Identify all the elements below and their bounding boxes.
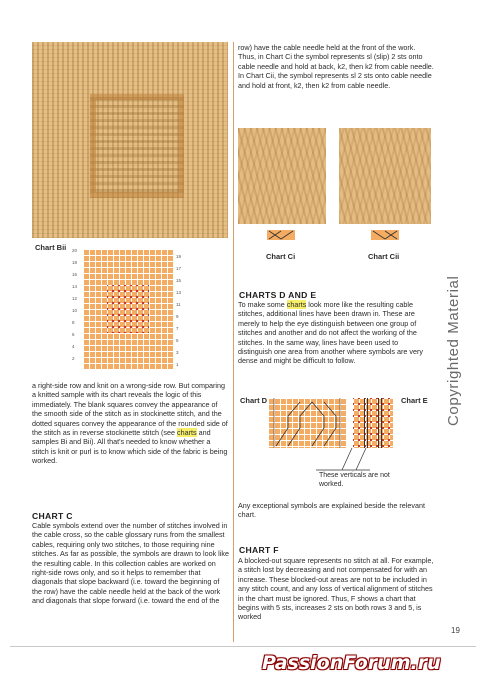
chart-bii-row-numbers-left xyxy=(72,249,81,369)
sample-cii-photo xyxy=(339,128,431,224)
chart-d-label: Chart D xyxy=(240,396,268,405)
purl-dot-area xyxy=(107,285,149,333)
row-number: 5 xyxy=(176,338,179,343)
watermark: PassionForum.ru xyxy=(262,652,441,674)
chart-e-grid xyxy=(353,398,393,448)
row-number: 10 xyxy=(72,308,78,313)
callout-pointer xyxy=(310,446,370,474)
charts-de-heading: CHARTS D AND E xyxy=(239,290,317,300)
chart-e-verticals xyxy=(378,398,382,448)
row-number: 17 xyxy=(176,266,182,271)
footer-rule xyxy=(10,646,476,647)
sample-ci-photo xyxy=(238,128,326,224)
row-number: 4 xyxy=(72,344,75,349)
row-number: 19 xyxy=(176,254,182,259)
chart-f-paragraph: A blocked-out square represents no stitch at all. For example, a stitch lost by decreasing and not compensated for with an increase. These blocked-out areas are not to be included in any stitch count, and any loss of vertical alignment of stitches in the chart must be ignored. Thus, F shows a chart that begins with 5 sts, increases 2 sts on both rows 3 and 5, is worked xyxy=(238,556,434,622)
chart-c-paragraph: Cable symbols extend over the number of stitches involved in the cable cross, so the cable glossary runs from the smallest cables, requiring only two stitches, to those requiring nine stitches. As far as possible, the symbols are drawn to look like the resulting cable. In this collection cables are worked on right-side rows only, and so it helps to remember that diagonals that slope backward (i.e. toward the beginning of the row) have the cable needle held at the back of the work and diagonals that slope forward (i.e. toward the end of the xyxy=(32,521,229,606)
reverse-stockinette-block xyxy=(90,94,184,198)
charts-highlight: charts xyxy=(177,428,197,438)
column-divider xyxy=(233,42,234,642)
chart-c-heading: CHART C xyxy=(32,511,73,521)
row-number: 7 xyxy=(176,326,179,331)
page-number: 19 xyxy=(451,626,460,635)
row-number: 2 xyxy=(72,356,75,361)
chart-bii-row-numbers-right xyxy=(176,249,185,369)
chart-e-verticals xyxy=(364,398,368,448)
intro-paragraph: a right-side row and knit on a wrong-side row. But comparing a knitted sample with its chart reveals the logic of this immediately. The blank squares convey the appearance of the smooth side of the stitch as in stockinette stitch, and the dotted squares convey the appearance of the rounded side of the stitch as in reverse stockinette stitch (see charts and samples Bi and Bii). All that's needed to know whether a stitch is knit or purl is to know which side of the fabric is being worked. xyxy=(32,381,228,466)
chart-bii-label: Chart Bii xyxy=(35,243,67,252)
chart-cii-label: Chart Cii xyxy=(368,252,400,261)
chart-e-dots xyxy=(353,398,393,448)
exceptional-symbols-paragraph: Any exceptional symbols are explained beside the relevant chart. xyxy=(238,501,425,520)
cable-needle-paragraph: row) have the cable needle held at the front of the work. Thus, in Chart Ci the symbol represents sl (slip) 2 sts onto cable needle and hold at back, k2, then k2 from cable needle. In Chart Cii, the symbol represents sl 2 sts onto cable needle and hold at front, k2, then k2 from cable needle. xyxy=(238,43,434,90)
chart-cii-cable-symbol xyxy=(371,230,399,240)
chart-ci-label: Chart Ci xyxy=(266,252,296,261)
row-number: 12 xyxy=(72,296,78,301)
row-number: 14 xyxy=(72,284,78,289)
row-number: 3 xyxy=(176,350,179,355)
row-number: 13 xyxy=(176,290,182,295)
row-number: 15 xyxy=(176,278,182,283)
row-number: 16 xyxy=(72,272,78,277)
row-number: 6 xyxy=(72,332,75,337)
knitted-sample-bii-photo xyxy=(32,42,228,238)
copyright-sidebar-text: Copyrighted Material xyxy=(445,275,462,426)
chart-ci-cable-symbol xyxy=(267,230,295,240)
charts-de-paragraph: To make some charts look more like the resulting cable stitches, additional lines have been drawn in. These are merely to help the eye distinguish between one group of stitches and another and do not affect the working of the stitches. In the same way, lines have been used to distinguish one area from another where symbols are very dense and might be difficult to follow. xyxy=(238,300,423,366)
row-number: 8 xyxy=(72,320,75,325)
chart-bii-grid xyxy=(83,249,173,369)
row-number: 9 xyxy=(176,314,179,319)
chart-d-cable-lines xyxy=(268,398,346,448)
chart-d-grid xyxy=(268,398,346,448)
chart-f-heading: CHART F xyxy=(239,545,279,555)
charts-highlight: charts xyxy=(286,300,307,309)
row-number: 1 xyxy=(176,362,179,367)
row-number: 11 xyxy=(176,302,181,307)
row-number: 20 xyxy=(72,248,78,253)
chart-e-label: Chart E xyxy=(401,396,428,405)
row-number: 18 xyxy=(72,260,78,265)
verticals-callout: These verticals are not worked. xyxy=(319,472,390,488)
